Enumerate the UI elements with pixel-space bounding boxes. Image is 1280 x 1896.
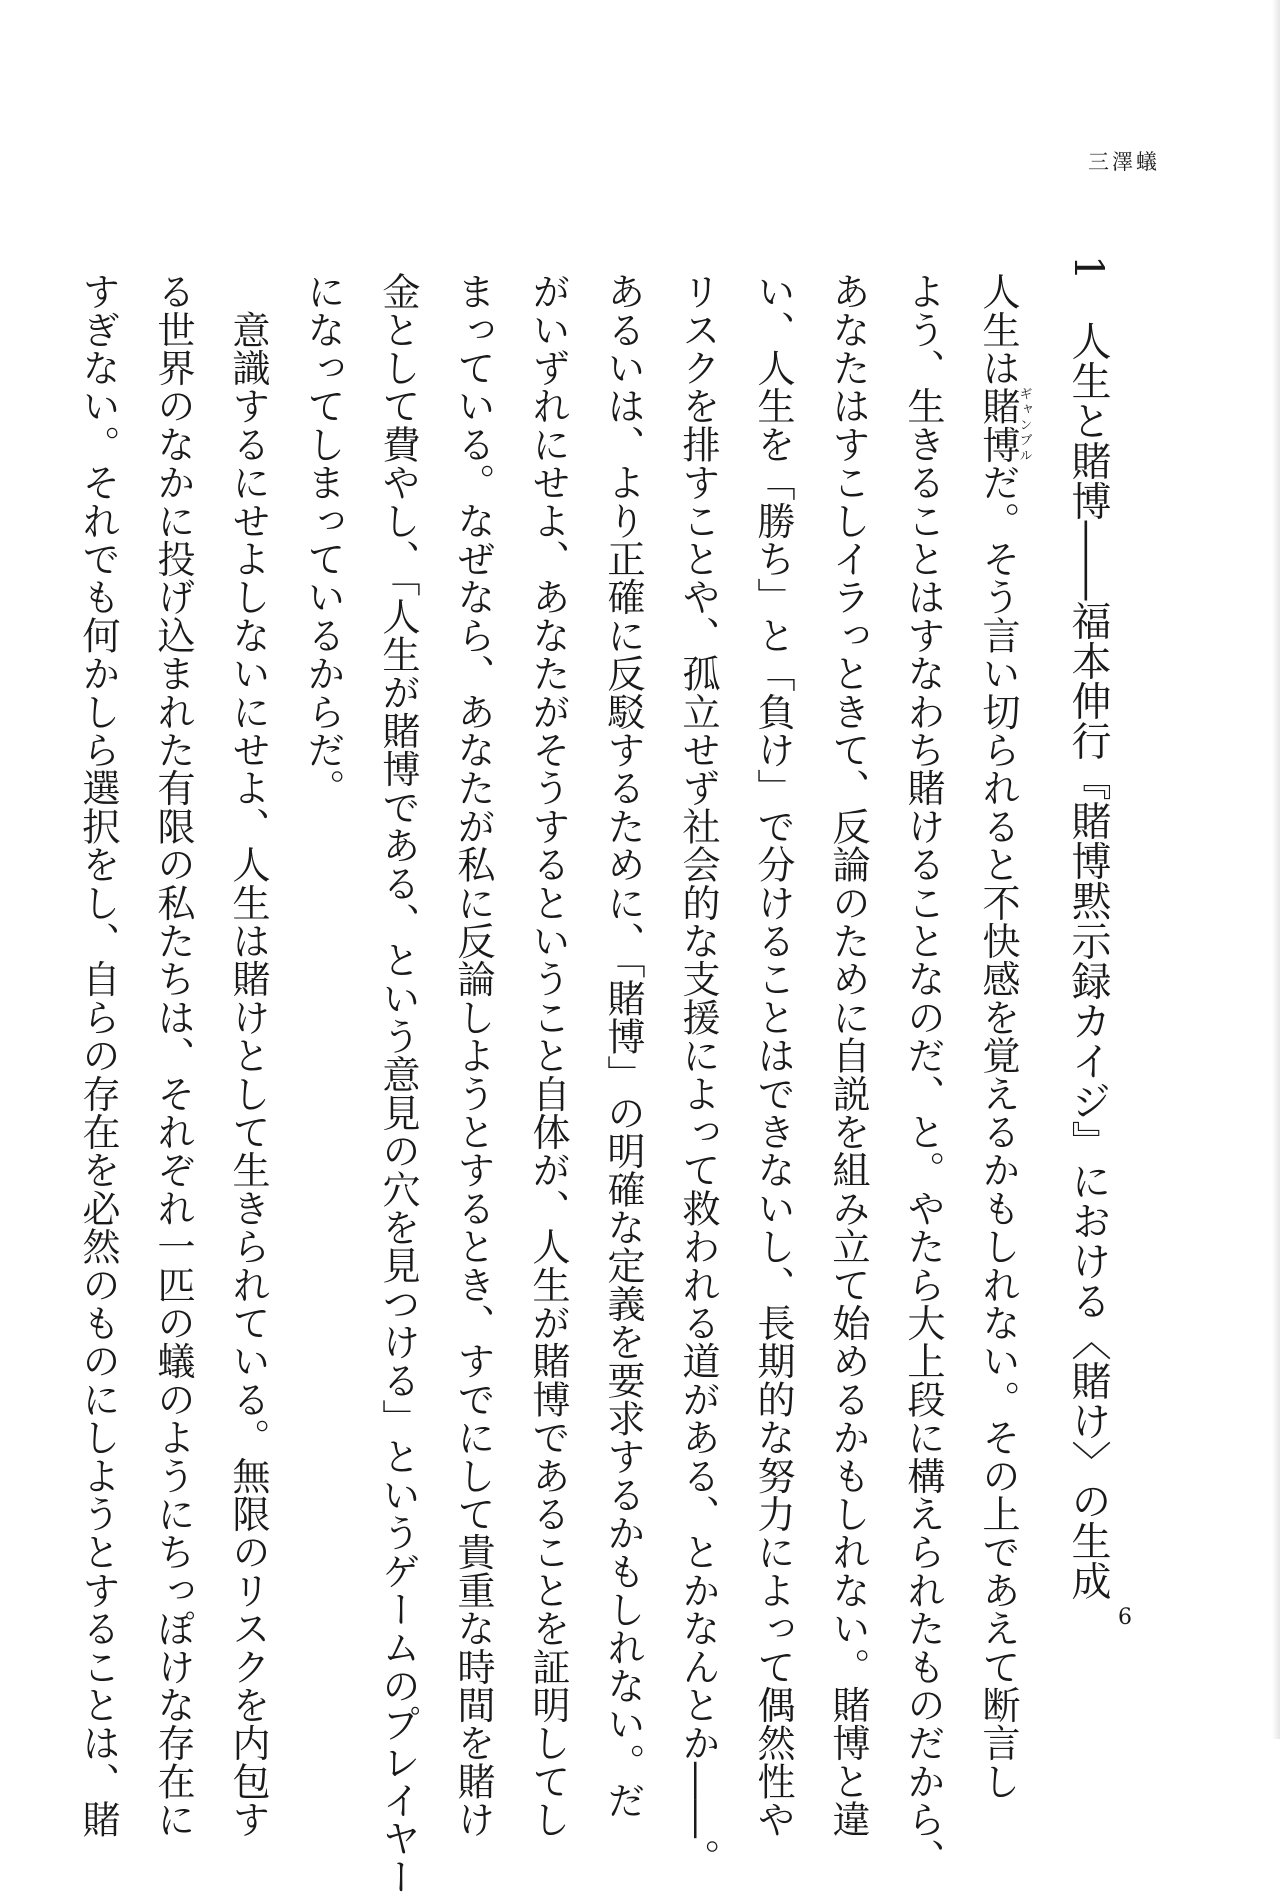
text-line-3: あなたはすこしイラっときて、反論のために自説を組み立て始めるかもしれない。賭博と違 — [825, 272, 869, 1839]
text-line-8: まっている。なぜなら、あなたが私に反論しようとするとき、すでにして貴重な時間を賭け — [450, 272, 494, 1839]
text-line-13: すぎない。それでも何かしら選択をし、自らの存在を必然のものにしようとすることは、賭 — [75, 272, 119, 1839]
running-head-author: 三澤蟻 — [1088, 150, 1160, 174]
text-line-1-lead: 人生は — [975, 272, 1019, 387]
text-line-7: がいずれにせよ、あなたがそうするということ自体が、人生が賭博であることを証明してし — [525, 272, 569, 1839]
ruby-reading: ギャンブル — [1016, 386, 1032, 464]
text-line-4: い、人生を「勝ち」と「負け」で分けることはできないし、長期的な努力によって偶然性や — [750, 272, 794, 1839]
text-line-5: リスクを排すことや、孤立せず社会的な支援によって救われる道がある、とかなんとか――。 — [675, 272, 719, 1877]
text-line-6: あるいは、より正確に反駁するために、「賭博」の明確な定義を要求するかもしれない。だ — [600, 272, 644, 1820]
chapter-title: 1 人生と賭博――福本伸行『賭博黙示録カイジ』における〈賭け〉の生成 — [1065, 255, 1111, 1601]
text-line-10: になってしまっているからだ。 — [300, 272, 344, 807]
page-number: 6 — [1118, 1605, 1132, 1630]
text-line-11: 意識するにせよしないにせよ、人生は賭けとして生きられている。無限のリスクを内包す — [225, 272, 269, 1839]
ruby-base: 賭博 — [975, 386, 1019, 464]
text-line-2: よう、生きることはすなわち賭けることなのだ、と。やたら大上段に構えられたものだから、 — [900, 272, 944, 1877]
page-edge-shadow — [1272, 0, 1280, 1739]
text-line-12: る世界のなかに投げ込まれた有限の私たちは、それぞれ一匹の蟻のようにちっぽけな存在に — [150, 272, 194, 1839]
text-line-1-rest: だ。そう言い切られると不快感を覚えるかもしれない。その上であえて断言し — [975, 463, 1019, 1801]
body-text — [59, 272, 1034, 1896]
text-line-9: 金として費やし、「人生が賭博である、という意見の穴を見つける」というゲームのプレイヤー — [375, 272, 419, 1896]
text-line-1 — [959, 272, 1034, 1801]
ruby-gamble — [975, 386, 1032, 464]
